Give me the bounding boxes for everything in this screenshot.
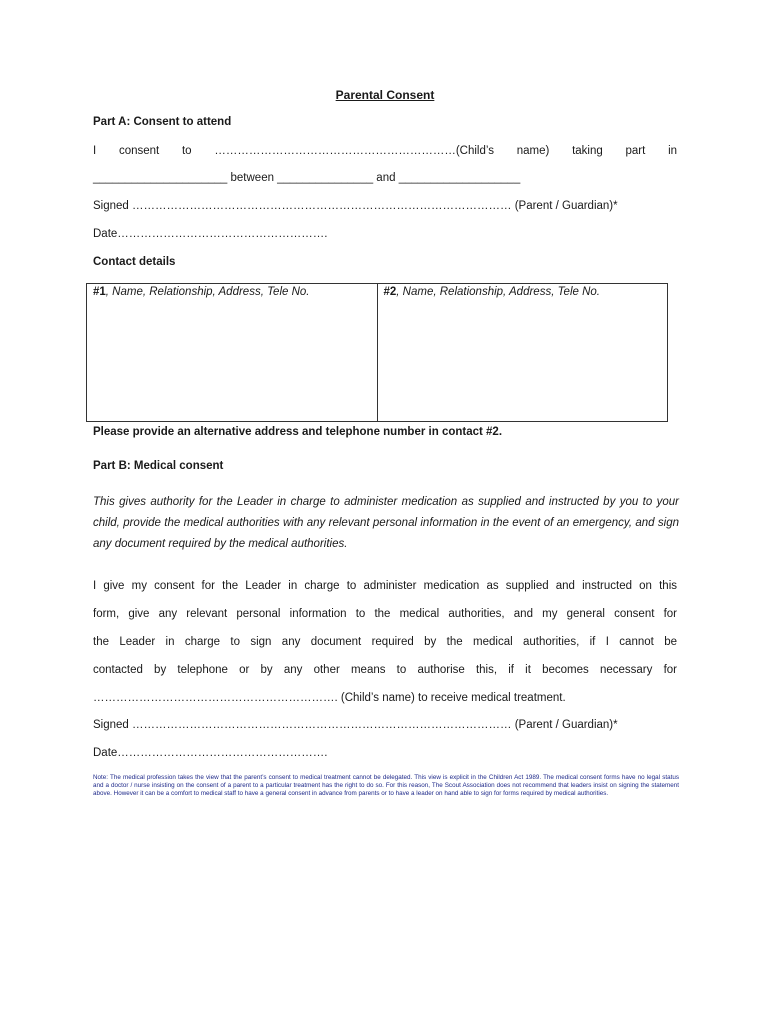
contact-1-cell[interactable] [87,284,377,421]
contact-1-number: #1 [93,286,106,298]
contact-1-label: , Name, Relationship, Address, Tele No. [105,286,310,298]
part-a-date-line[interactable]: Date………………………………………………. [93,228,328,240]
alternative-contact-note: Please provide an alternative address and telephone number in contact #2. [93,426,503,438]
consent-word: in [668,145,678,157]
consent-paragraph-line: contacted by telephone or by any other means to authorise this, if it becomes necessary for [93,664,677,676]
child-name-blank[interactable]: ………………………………………………………(Child’s [214,145,494,157]
part-a-heading: Part A: Consent to attend [93,116,232,128]
page-title: Parental Consent [335,88,435,102]
consent-line-1 [93,145,677,157]
part-b-date-line[interactable]: Date………………………………………………. [93,747,328,759]
consent-word: to [181,145,192,157]
contact-details-heading: Contact details [93,256,176,268]
consent-word: part [625,145,646,157]
contact-table [86,283,668,422]
consent-word: name) [516,145,550,157]
consent-paragraph-line: form, give any relevant personal information to the medical authorities, and my general consent for [93,608,677,620]
consent-word: consent [118,145,160,157]
medical-note: Note: The medical profession takes the view that the parent’s consent to medical treatment cannot be delegated. This view is explicit in the Children Act 1989. The medical consent forms have no legal status and a doctor / nurse insisting on the consent of a parent to a particular treatment has the right to do so. For this reason, The Scout Association does not recommend that leaders insist on signing the statement above. However it can be a comfort to medical staff to have a general consent in advance from parents or to have a leader on hand able to sign for forms required by medical authorities. [93,774,679,797]
contact-2-number: #2 [383,286,397,298]
part-b-signature-line[interactable]: Signed ……………………………………………………………………………………… (Parent / Guardian)* [93,719,618,731]
consent-word: taking [572,145,603,157]
consent-paragraph-line: I give my consent for the Leader in charge to administer medication as supplied and instructed on this [93,580,677,592]
part-a-signature-line[interactable]: Signed ……………………………………………………………………………………… (Parent / Guardian)* [93,200,618,212]
contact-2-cell[interactable] [377,284,668,421]
event-dates-line[interactable]: _____________________ between _______________ and ___________________ [93,172,521,184]
part-b-heading: Part B: Medical consent [93,460,224,472]
consent-paragraph-line: the Leader in charge to sign any document required by the medical authorities, if I cannot be [93,636,677,648]
authority-paragraph: This gives authority for the Leader in charge to administer medication as supplied and instructed by you to your child, provide the medical authorities with any relevant personal information in the event of an emergency, and sign any document required by the medical authorities. [93,496,679,550]
child-name-treatment-line[interactable]: ………………………………………………………. (Child’s name) to receive medical treatment. [93,692,566,704]
contact-2-label: , Name, Relationship, Address, Tele No. [396,286,600,298]
consent-word: I [93,145,97,157]
